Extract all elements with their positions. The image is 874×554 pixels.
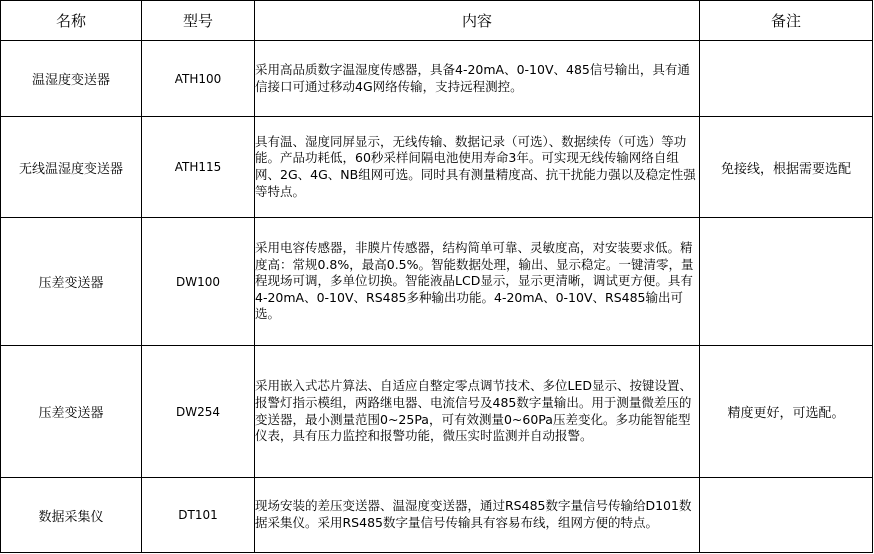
table-row [1,41,873,117]
row-content: 采用电容传感器，非膜片传感器，结构简单可靠、灵敏度高，对安装要求低。精度高：常规0.8%，最高0.5%。智能数据处理，输出、显示稳定。一键清零，量程现场可调，多单位切换。智能液晶LCD显示，显示更清晰，调试更方便。具有4-20mA、0-10V、RS485多种输出功能。4-20mA、0-10V、RS485输出可选。 [255,218,700,346]
row-content: 现场安装的差压变送器、温湿度变送器，通过RS485数字量信号传输给D101数据采集仪。采用RS485数字量信号传输具有容易布线，组网方便的特点。 [255,478,700,553]
row-remark [700,41,873,117]
row-content: 采用高品质数字温湿度传感器，具备4-20mA、0-10V、485信号输出，具有通信接口可通过移动4G网络传输，支持远程测控。 [255,41,700,117]
table-row [1,218,873,346]
row-name: 无线温湿度变送器 [1,117,142,218]
table-row [1,346,873,478]
row-name: 压差变送器 [1,218,142,346]
row-remark: 免接线，根据需要选配 [700,117,873,218]
header-content: 内容 [255,1,700,41]
row-remark [700,478,873,553]
row-model: ATH115 [142,117,255,218]
row-model: DT101 [142,478,255,553]
row-name: 压差变送器 [1,346,142,478]
header-name: 名称 [1,1,142,41]
header-model: 型号 [142,1,255,41]
row-model: ATH100 [142,41,255,117]
row-remark [700,218,873,346]
header-row [1,1,873,41]
row-content: 采用嵌入式芯片算法、自适应自整定零点调节技术、多位LED显示、按键设置、报警灯指示模组，两路继电器、电流信号及485数字量输出。用于测量微差压的变送器，最小测量范围0~25Pa，可有效测量0~60Pa压差变化。多功能智能型仪表，具有压力监控和报警功能，微压实时监测并自动报警。 [255,346,700,478]
table-row [1,117,873,218]
row-remark: 精度更好，可选配。 [700,346,873,478]
row-name: 温湿度变送器 [1,41,142,117]
table-row [1,478,873,553]
row-content: 具有温、湿度同屏显示，无线传输、数据记录（可选）、数据续传（可选）等功能。产品功耗低，60秒采样间隔电池使用寿命3年。可实现无线传输网络自组网、2G、4G、NB组网可选。同时具有测量精度高、抗干扰能力强以及稳定性强等特点。 [255,117,700,218]
header-remark: 备注 [700,1,873,41]
row-name: 数据采集仪 [1,478,142,553]
row-model: DW254 [142,346,255,478]
row-model: DW100 [142,218,255,346]
